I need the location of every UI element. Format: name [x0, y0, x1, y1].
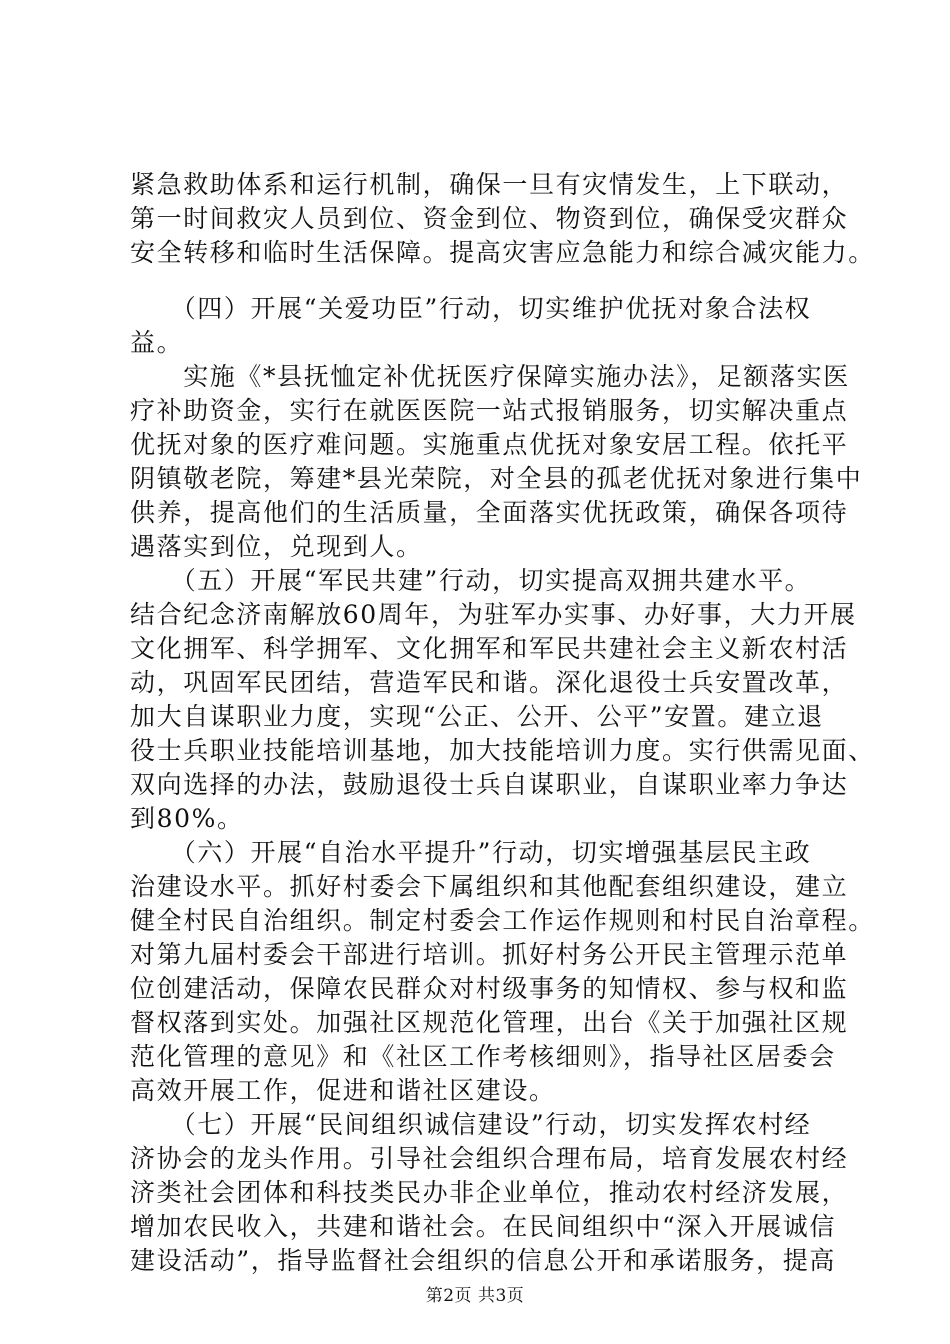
page-number-footer: 第2页 共3页	[425, 1286, 525, 1306]
body-text-line: 双向选择的办法，鼓励退役士兵自谋职业，自谋职业率力争达	[130, 770, 849, 799]
body-text-line: 文化拥军、科学拥军、文化拥军和军民共建社会主义新农村活	[130, 634, 849, 663]
body-text-line: 健全村民自治组织。制定村委会工作运作规则和村民自治章程。	[130, 906, 875, 935]
body-text-line: 治建设水平。抓好村委会下属组织和其他配套组织建设，建立	[130, 872, 849, 901]
section-heading-line: 益。	[130, 328, 184, 357]
body-text-line: 疗补助资金，实行在就医医院一站式报销服务，切实解决重点	[130, 396, 849, 425]
body-text-line: 结合纪念济南解放60周年，为驻军办实事、办好事，大力开展	[130, 600, 857, 629]
body-text-line: 加大自谋职业力度，实现“公正、公开、公平”安置。建立退	[130, 702, 824, 731]
body-text-line: 督权落到实处。加强社区规范化管理，出台《关于加强社区规	[130, 1008, 849, 1037]
body-text-line: 范化管理的意见》和《社区工作考核细则》，指导社区居委会	[130, 1042, 836, 1071]
body-text-line: 紧急救助体系和运行机制，确保一旦有灾情发生，上下联动，	[130, 170, 849, 199]
body-text-line: 建设活动”，指导监督社会组织的信息公开和承诺服务，提高	[130, 1246, 836, 1275]
body-text-line: 役士兵职业技能培训基地，加大技能培训力度。实行供需见面、	[130, 736, 875, 765]
body-text-line: 济协会的龙头作用。引导社会组织合理布局，培育发展农村经	[130, 1144, 849, 1173]
body-text-line: 到80%。	[130, 804, 244, 833]
body-text-line: 动，巩固军民团结，营造军民和谐。深化退役士兵安置改革，	[130, 668, 849, 697]
body-text-line: 对第九届村委会干部进行培训。抓好村务公开民主管理示范单	[130, 940, 849, 969]
body-text-line: 供养，提高他们的生活质量，全面落实优抚政策，确保各项待	[130, 498, 849, 527]
section-heading-line: （六）开展“自治水平提升”行动，切实增强基层民主政	[130, 838, 812, 867]
section-heading-line: （四）开展“关爱功臣”行动，切实维护优抚对象合法权	[130, 294, 812, 323]
body-text-line: 遇落实到位，兑现到人。	[130, 532, 423, 561]
body-text-line: 安全转移和临时生活保障。提高灾害应急能力和综合减灾能力。	[130, 238, 875, 267]
body-text-line: 优抚对象的医疗难问题。实施重点优抚对象安居工程。依托平	[130, 430, 849, 459]
body-text-line: 增加农民收入，共建和谐社会。在民间组织中“深入开展诚信	[130, 1212, 836, 1241]
body-text-line: 阴镇敬老院，筹建*县光荣院，对全县的孤老优抚对象进行集中	[130, 464, 863, 493]
body-text-line: 第一时间救灾人员到位、资金到位、物资到位，确保受灾群众	[130, 204, 849, 233]
body-text-line: 实施《*县抚恤定补优抚医疗保障实施办法》，足额落实医	[130, 362, 850, 391]
body-text-line: 位创建活动，保障农民群众对村级事务的知情权、参与权和监	[130, 974, 849, 1003]
section-heading-line: （七）开展“民间组织诚信建设”行动，切实发挥农村经	[130, 1110, 812, 1139]
section-heading-line: （五）开展“军民共建”行动，切实提高双拥共建水平。	[130, 566, 812, 595]
body-text-line: 高效开展工作，促进和谐社区建设。	[130, 1076, 556, 1105]
body-text-line: 济类社会团体和科技类民办非企业单位，推动农村经济发展，	[130, 1178, 849, 1207]
